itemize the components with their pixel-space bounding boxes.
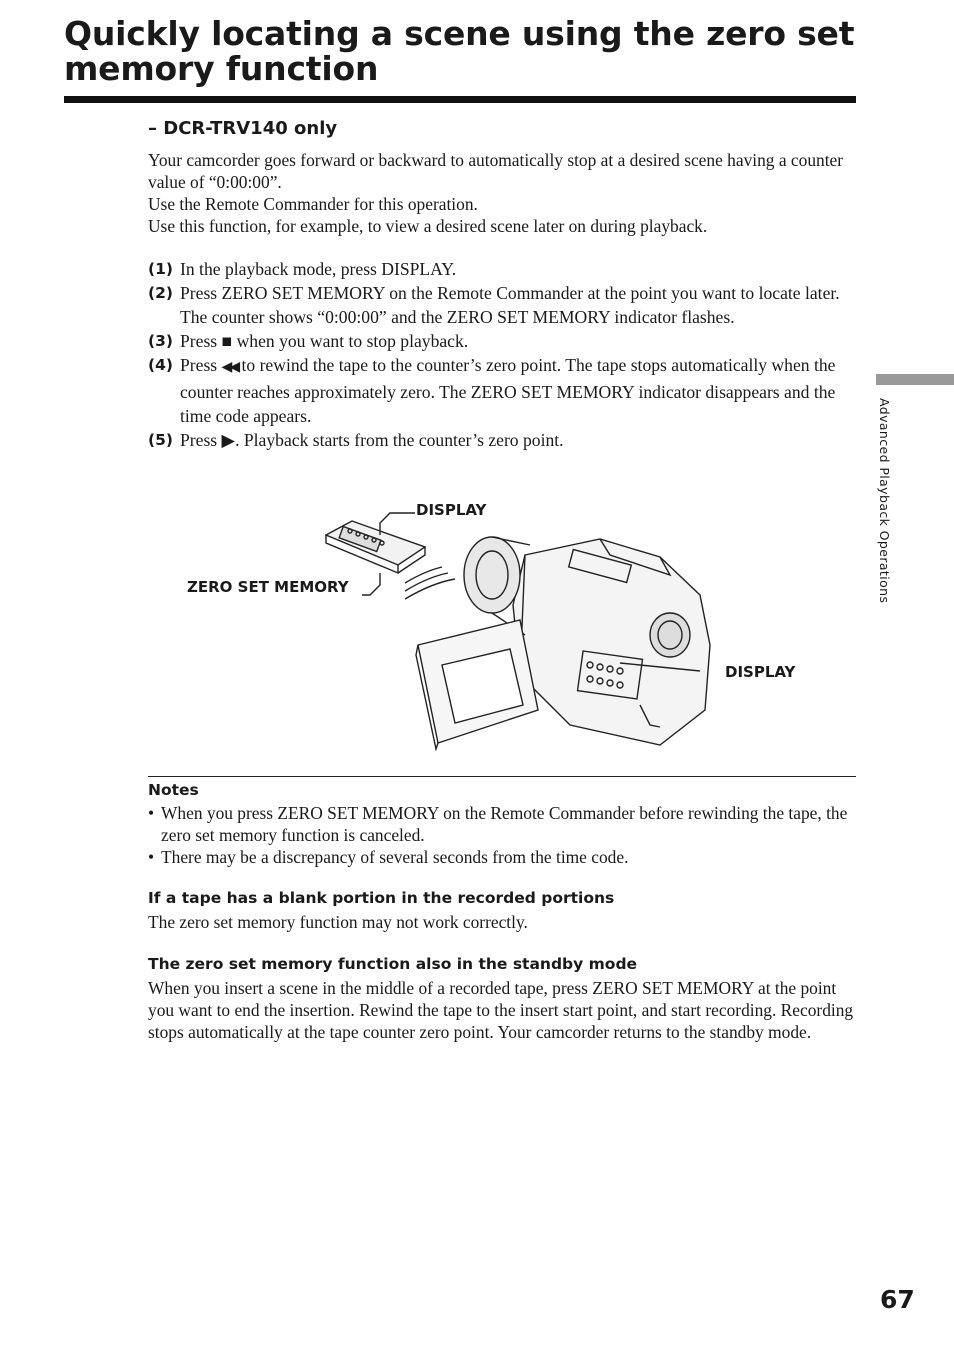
standby-mode-heading: The zero set memory function also in the standby mode	[148, 955, 638, 973]
step-text-after: to rewind the tape to the counter’s zero point. The tape stops automatically when the counter reaches approximately zero. The ZERO SET MEMORY indicator disappears and the time code appears.	[180, 355, 836, 426]
step-number: (3)	[148, 332, 173, 350]
bullet: •	[148, 803, 155, 823]
intro-line: Your camcorder goes forward or backward to automatically stop at a desired scene having a counter value of “0:00:00”.	[148, 150, 844, 192]
step-number: (1)	[148, 260, 173, 278]
side-tab-label: Advanced Playback Operations	[877, 398, 892, 604]
step-text	[180, 353, 856, 428]
step-text	[180, 329, 856, 353]
stop-icon: ■	[221, 331, 233, 351]
step-number: (5)	[148, 431, 173, 449]
step-text	[180, 428, 856, 452]
intro-paragraph	[148, 149, 848, 237]
display-camera-callout: DISPLAY	[725, 663, 796, 681]
bullet: •	[148, 847, 155, 867]
step-text: Press ZERO SET MEMORY on the Remote Commander at the point you want to locate later. The counter shows “0:00:00” and the ZERO SET MEMORY indicator flashes.	[180, 283, 840, 327]
remote-commander-icon	[326, 521, 425, 573]
notes-rule	[148, 776, 856, 777]
notes-list	[148, 802, 856, 868]
intro-line: Use the Remote Commander for this operation.	[148, 194, 478, 214]
page-title: Quickly locating a scene using the zero set memory function	[64, 14, 855, 88]
step-text-before: Press	[180, 430, 222, 450]
note-text: There may be a discrepancy of several seconds from the time code.	[161, 847, 629, 867]
side-tab-bar	[876, 374, 954, 385]
step-number: (2)	[148, 284, 173, 302]
intro-line: Use this function, for example, to view a desired scene later on during playback.	[148, 216, 708, 236]
camcorder-illustration	[180, 495, 810, 755]
zero-set-memory-callout: ZERO SET MEMORY	[187, 578, 349, 596]
blank-portion-text: The zero set memory function may not work correctly.	[148, 912, 528, 932]
step-text-after: . Playback starts from the counter’s zero point.	[235, 430, 564, 450]
infrared-signal-icon	[405, 567, 455, 599]
step-number: (4)	[148, 356, 173, 374]
model-subtitle: – DCR-TRV140 only	[148, 118, 338, 139]
step-item	[148, 329, 856, 353]
note-text: When you press ZERO SET MEMORY on the Remote Commander before rewinding the tape, the zero set memory function is canceled.	[161, 803, 848, 845]
camcorder-drawing	[180, 495, 810, 755]
blank-portion-heading: If a tape has a blank portion in the recorded portions	[148, 889, 615, 907]
step-text-before: Press	[180, 331, 222, 351]
display-remote-callout: DISPLAY	[416, 501, 487, 519]
note-item	[148, 802, 856, 846]
notes-heading: Notes	[148, 781, 199, 799]
callout-line	[380, 513, 415, 535]
page-number: 67	[880, 1285, 915, 1314]
title-rule	[64, 96, 856, 103]
step-item	[148, 353, 856, 428]
rewind-icon: ◀◀	[221, 360, 238, 375]
step-list	[148, 257, 856, 452]
step-item	[148, 281, 856, 329]
step-text: In the playback mode, press DISPLAY.	[180, 259, 457, 279]
note-item	[148, 846, 856, 868]
play-icon: ▶	[221, 430, 236, 450]
step-text-after: when you want to stop playback.	[232, 331, 469, 351]
step-item	[148, 257, 856, 281]
callout-line	[362, 573, 380, 595]
lcd-panel-icon	[416, 620, 538, 749]
standby-mode-text: When you insert a scene in the middle of a recorded tape, press ZERO SET MEMORY at the point you want to end the insertion. Rewind the tape to the insert start point, and start recording. Recording stops automatically at the tape counter zero point. Your camcorder returns to the standby mode.	[148, 978, 854, 1042]
step-text-before: Press	[180, 355, 222, 375]
step-item	[148, 428, 856, 452]
